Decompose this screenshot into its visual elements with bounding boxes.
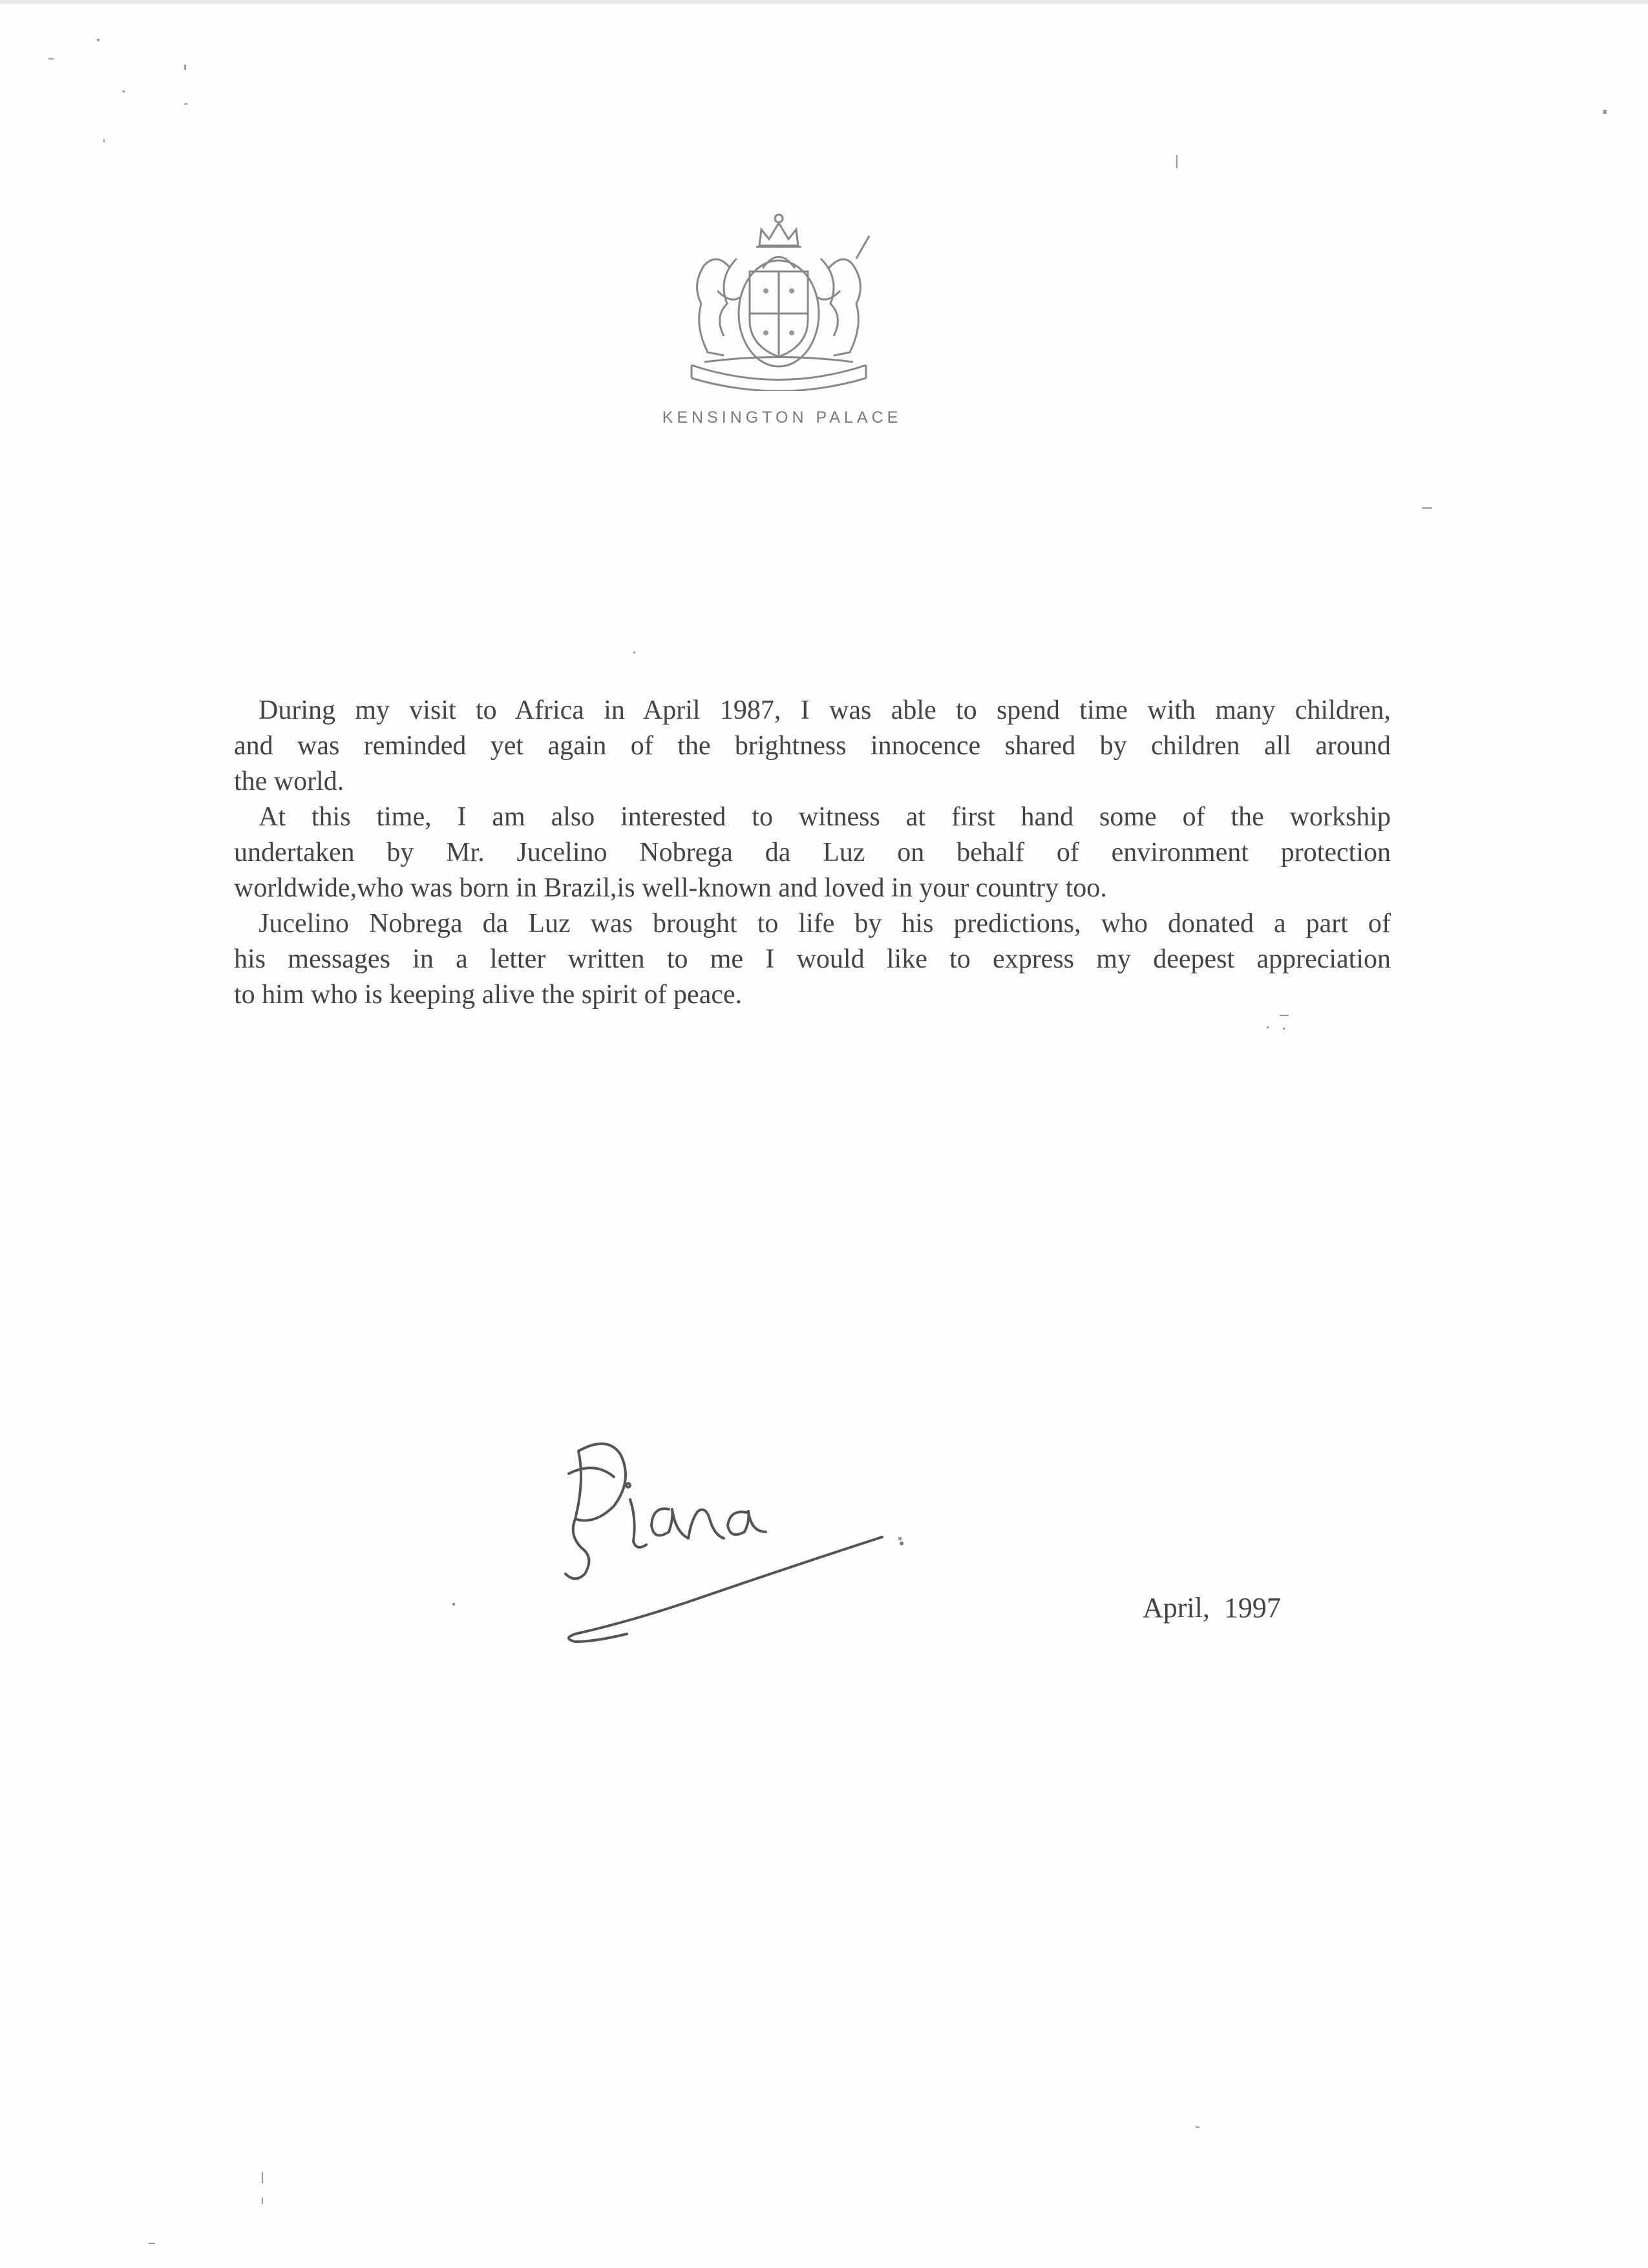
letter-paragraph [234,693,1391,800]
letter-line: worldwide,who was born in Brazil,is well-known and loved in your country too. [234,873,1107,903]
letter-paragraph [234,906,1391,1013]
letter-line: During my visit to Africa in April 1987, I was able to spend time with many children, [259,695,1391,725]
date-year: 1997 [1223,1592,1281,1624]
letter-body [234,693,1391,1013]
letter-date [1143,1591,1281,1624]
handwritten-signature [530,1428,905,1687]
letter-line: and was reminded yet again of the brightness innocence shared by children all around [234,731,1391,761]
letter-line: his messages in a letter written to me I would like to express my deepest appreciation [234,944,1391,974]
letterhead-address: KENSINGTON PALACE [662,408,902,427]
letter-line: the world. [234,767,344,796]
letter-paragraph [234,800,1391,906]
date-month: April, [1143,1592,1210,1624]
coat-of-arms-emblem [679,207,879,391]
letter-line: to him who is keeping alive the spirit of peace. [234,980,743,1010]
letter-line: At this time, I am also interested to witness at first hand some of the workship [259,802,1391,832]
letter-line: Jucelino Nobrega da Luz was brought to life by his predictions, who donated a part of [259,909,1391,938]
letter-line: undertaken by Mr. Jucelino Nobrega da Luz on behalf of environment protection [234,838,1391,867]
